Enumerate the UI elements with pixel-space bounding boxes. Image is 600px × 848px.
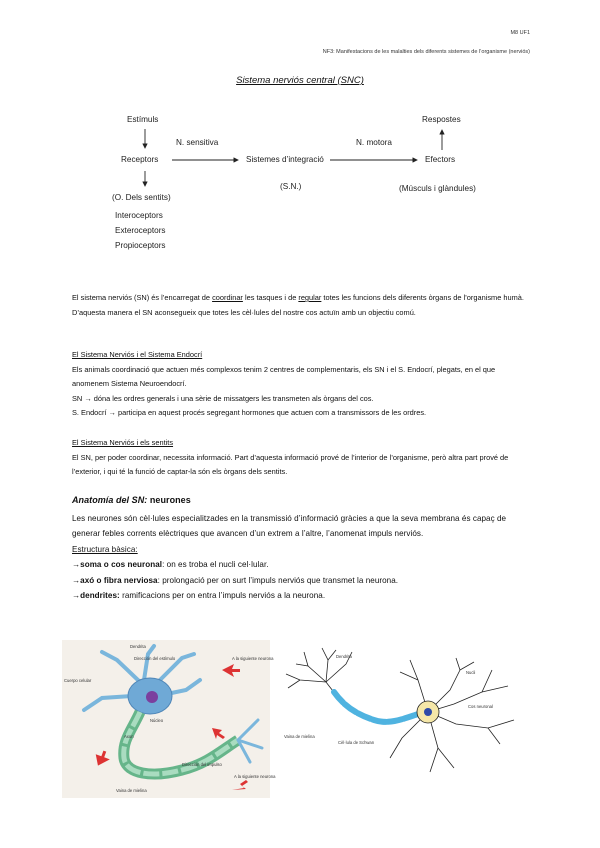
fig2-dendrita: Dendrita (336, 654, 352, 659)
label-estimuls: Estímuls (127, 115, 159, 124)
anatomy-heading: Anatomía del SN: neurones (72, 495, 191, 505)
fig1-direccion-estimulo: Dirección del estímulo (134, 656, 176, 661)
label-efectors: Efectors (425, 155, 456, 164)
label-n-motora: N. motora (356, 138, 392, 147)
fig1-dendrita: Dendrita (130, 644, 146, 649)
section-text: El SN, per poder coordinar, necessita informació. Part d’aquesta informació prové de l’interior de l’organisme, però altra part prové de l’exterior, i qui té la funció de captar-la són els òrgans dels sentits. (72, 452, 509, 476)
fig2-schwann: Cèl·lula de Schwan (338, 740, 375, 745)
label-n-sensitiva: N. sensitiva (176, 138, 219, 147)
fig1-axon: Axon (124, 734, 134, 739)
diagram-arrows (0, 0, 600, 270)
label-respostes: Respostes (422, 115, 461, 124)
page-title: Sistema nerviós central (SNC) (236, 75, 364, 86)
anatomy-text: Les neurones són cèl·lules especialitzades en la transmissió d’informació gràcies a que la seva membrana és capaç de generar febles corrents elèctriques que avancen d’un extrem a l’altre, l’anomenat impuls nerviós. (72, 513, 507, 538)
document-subtitle: NF3: Manifestacions de les malalties dels diferents sistemes de l’organisme (nerviós) (322, 49, 530, 55)
label-exteroceptors: Exteroceptors (115, 226, 166, 235)
section-text: SN → dóna les ordres generals i una sèrie de missatgers les transmeten als òrgans del cos. (72, 393, 374, 403)
section-neuroendocri (72, 348, 527, 421)
label-interoceptors: Interoceptors (115, 211, 163, 220)
fig1-cuerpo-celular: Cuerpo celular (64, 678, 92, 683)
section-heading: El Sistema Nerviós i els sentits (72, 438, 174, 447)
course-code: M8 UF1 (510, 30, 530, 36)
section-anatomy (72, 493, 532, 604)
nucleus (146, 691, 158, 703)
neuron-illustration-diagram (278, 640, 540, 790)
fig1-vaina: Vaina de mielina (116, 788, 147, 793)
fig1-siguiente-2: A la siguiente neurona (234, 774, 276, 779)
fig1-nucleo: Núcleo (150, 718, 164, 723)
nucleus (424, 708, 432, 716)
bullet-dendrites: →dendrites: ramificacions per on entra l’impuls nerviós a la neurona. (72, 591, 326, 600)
label-receptors: Receptors (121, 155, 159, 164)
intro-paragraph: El sistema nerviós (SN) és l’encarregat de coordinar les tasques i de regular totes les funcions dels diferents òrgans de l’organisme humà. D’aquesta manera el SN aconsegueix que totes les cèl·lules del nostre cos actuïn amb un objectiu comú. (72, 293, 524, 317)
label-o-sentits: (O. Dels sentits) (112, 193, 171, 202)
myelin-sheath (334, 692, 426, 722)
section-text: S. Endocrí → participa en aquest procés segregant hormones que actuen com a transmissors de les ordres. (72, 408, 427, 417)
fig2-vaina: Vaina de mielina (284, 734, 315, 739)
label-sistemes-integracio: Sistemes d’integració (246, 155, 324, 164)
fig1-direccion-impulso: Dirección del impulso (182, 762, 222, 767)
label-propioceptors: Propioceptors (115, 241, 166, 250)
section-sentits (72, 436, 527, 480)
fig2-nucli: Nucli (466, 670, 476, 675)
label-muscles: (Músculs i glàndules) (399, 184, 476, 193)
neuron-illustration-color (62, 640, 276, 798)
estructura-heading: Estructura bàsica: (72, 544, 138, 554)
fig1-siguiente-1: A la siguiente neurona (232, 656, 274, 661)
label-sn: (S.N.) (280, 182, 302, 191)
fig2-cos-neuronal: Cos neuronal (468, 704, 493, 709)
section-heading: El Sistema Nerviós i el Sistema Endocrí (72, 350, 203, 359)
section-text: Els animals coordinació que actuen més complexos tenim 2 centres de complementaris, els SN i el S. Endocrí, plegats, en el que anomenem Sistema Neuroendocrí. (72, 364, 496, 388)
bullet-axo: →axó o fibra nerviosa: prolongació per on surt l’impuls nerviós que transmet la neurona. (72, 575, 399, 585)
bullet-soma: →soma o cos neuronal: on es troba el nucli cel·lular. (72, 560, 269, 569)
